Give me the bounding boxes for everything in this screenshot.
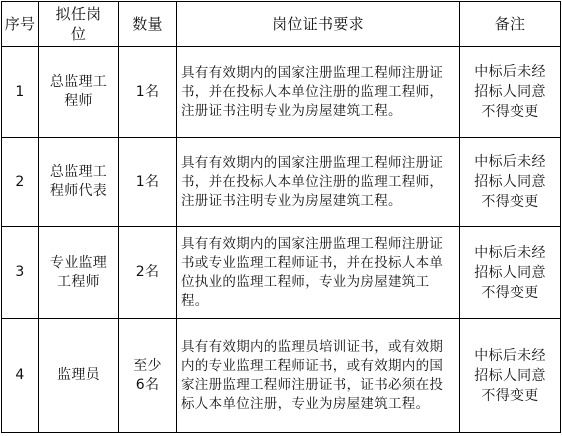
row-index: 3 (2, 227, 39, 319)
row-index: 1 (2, 47, 39, 138)
row-count: 1名 (119, 138, 177, 227)
row-count: 1名 (119, 47, 177, 138)
row-index: 2 (2, 138, 39, 227)
table-row (2, 138, 561, 227)
table-row (2, 227, 561, 319)
row-requirement: 具有有效期内的监理员培训证书，或有效期内的专业监理工程师证书，或有效期内的国家注册监理工程师注册证书，证书必须在投标人本单位注册，专业为房屋建筑工程。 (177, 319, 460, 433)
row-position: 专业监理工程师 (39, 227, 119, 319)
row-note: 中标后未经招标人同意不得变更 (460, 138, 561, 227)
row-note: 中标后未经招标人同意不得变更 (460, 319, 561, 433)
row-note: 中标后未经招标人同意不得变更 (460, 47, 561, 138)
header-note: 备注 (460, 2, 561, 47)
row-position: 总监理工程师代表 (39, 138, 119, 227)
staff-requirements-table (1, 1, 561, 433)
row-index: 4 (2, 319, 39, 433)
row-count: 至少6名 (119, 319, 177, 433)
header-index: 序号 (2, 2, 39, 47)
row-position: 总监理工程师 (39, 47, 119, 138)
table-row (2, 47, 561, 138)
row-requirement: 具有有效期内的国家注册监理工程师注册证书，并在投标人本单位注册的监理工程师，注册证书注明专业为房屋建筑工程。 (177, 47, 460, 138)
table-header-row (2, 2, 561, 47)
header-count: 数量 (119, 2, 177, 47)
header-requirement: 岗位证书要求 (177, 2, 460, 47)
row-note: 中标后未经招标人同意不得变更 (460, 227, 561, 319)
row-position: 监理员 (39, 319, 119, 433)
row-count: 2名 (119, 227, 177, 319)
header-position: 拟任岗位 (39, 2, 119, 47)
row-requirement: 具有有效期内的国家注册监理工程师注册证书或专业监理工程师证书，并在投标人本单位执业的监理工程师，专业为房屋建筑工程。 (177, 227, 460, 319)
table-row (2, 319, 561, 433)
row-requirement: 具有有效期内的国家注册监理工程师注册证书，并在投标人本单位注册的监理工程师，注册证书注明专业为房屋建筑工程。 (177, 138, 460, 227)
